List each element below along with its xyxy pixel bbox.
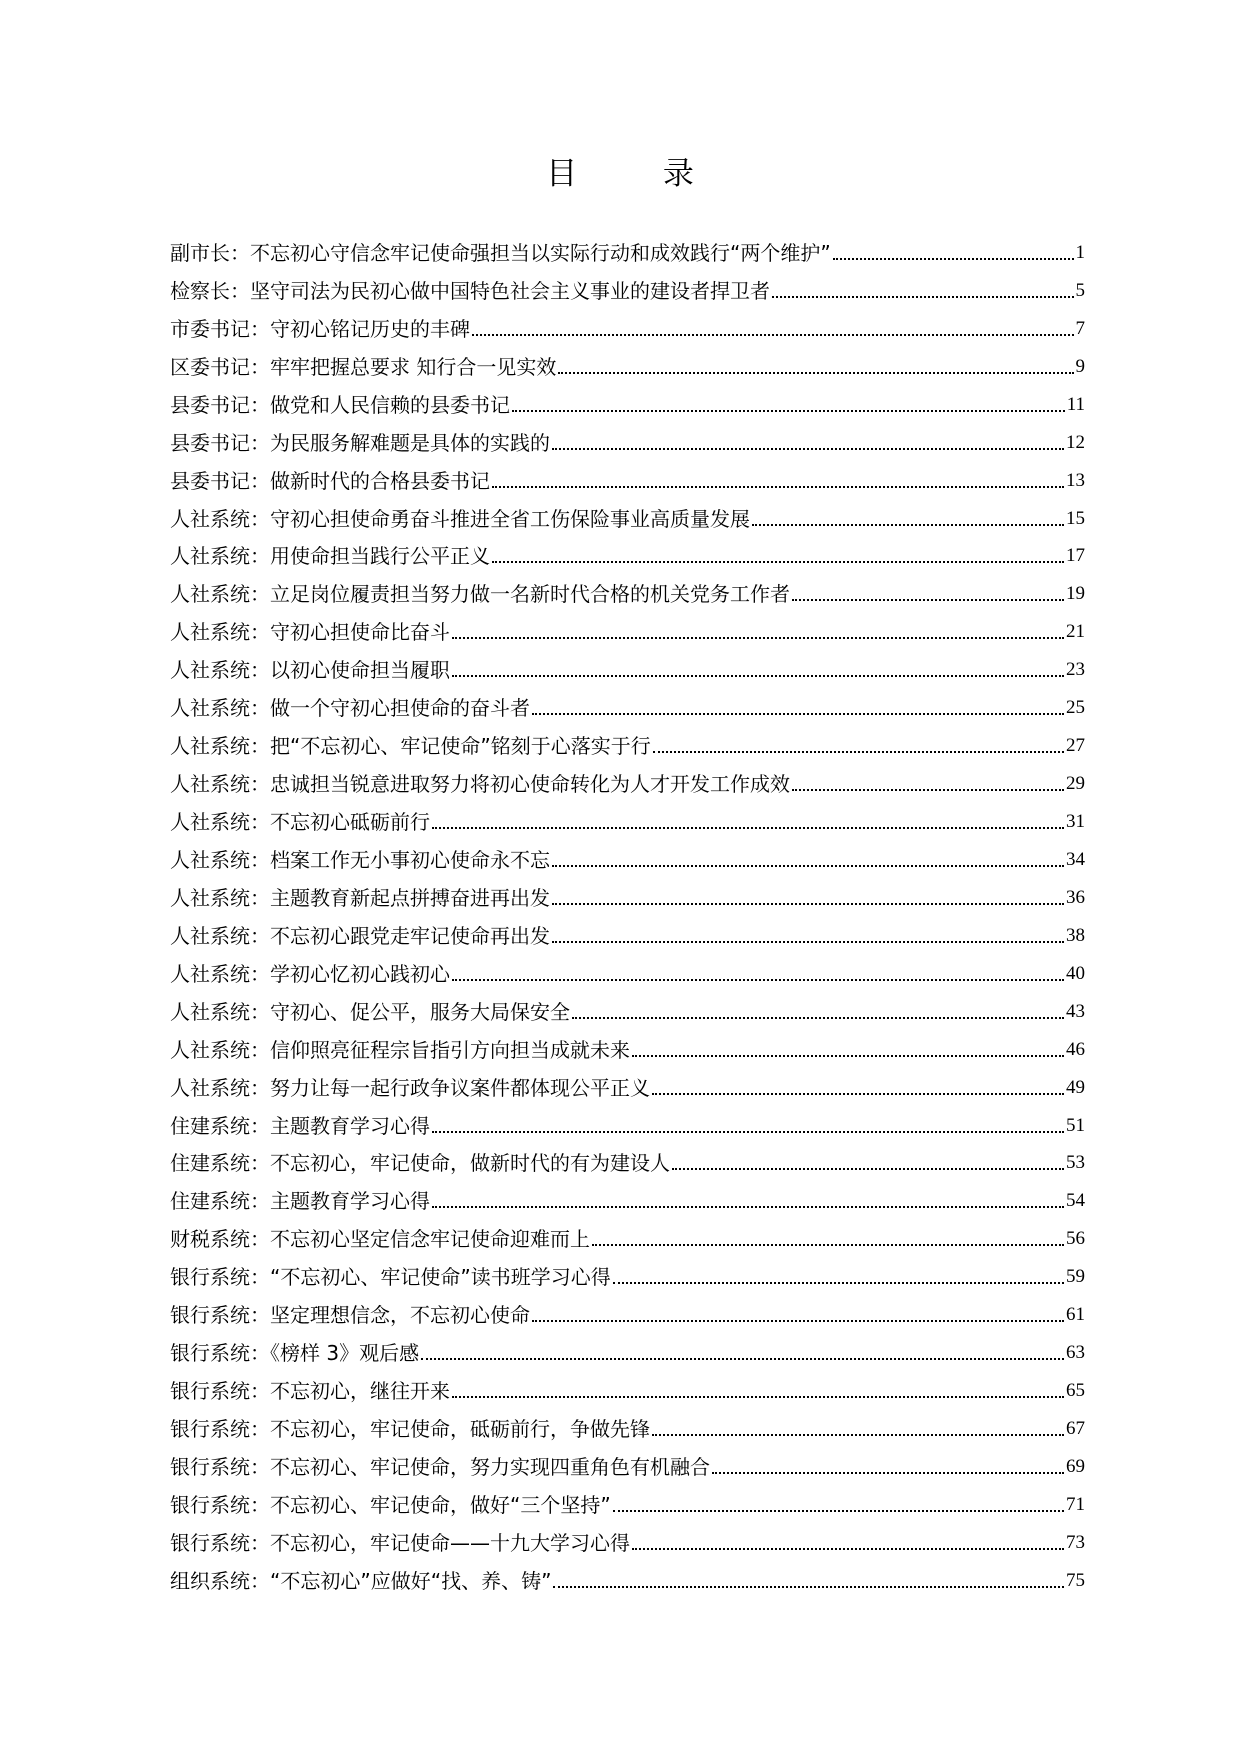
toc-entry-title: 人社系统：忠诚担当锐意进取努力将初心使命转化为人才开发工作成效 bbox=[170, 772, 790, 797]
toc-entry-title: 银行系统：不忘初心、牢记使命，努力实现四重角色有机融合 bbox=[170, 1454, 710, 1479]
dot-leader bbox=[792, 599, 1064, 601]
toc-entry-title: 人社系统：把“不忘初心、牢记使命”铭刻于心落实于行 bbox=[170, 734, 651, 759]
toc-entry-title: 县委书记：做党和人民信赖的县委书记 bbox=[170, 392, 510, 417]
toc-entry[interactable] bbox=[170, 380, 1085, 418]
toc-entry[interactable] bbox=[170, 1556, 1085, 1594]
toc-entry-page-number: 36 bbox=[1066, 886, 1085, 908]
toc-entry-page-number: 27 bbox=[1066, 735, 1085, 757]
dot-leader bbox=[552, 448, 1064, 450]
dot-leader bbox=[552, 941, 1064, 943]
toc-entry-title: 银行系统：《榜样 3》观后感 bbox=[170, 1341, 420, 1366]
toc-entry-page-number: 61 bbox=[1066, 1304, 1085, 1326]
table-of-contents bbox=[170, 228, 1085, 1594]
toc-entry-title: 人社系统：以初心使命担当履职 bbox=[170, 658, 450, 683]
toc-entry[interactable] bbox=[170, 1404, 1085, 1442]
dot-leader bbox=[792, 789, 1064, 791]
dot-leader bbox=[613, 1510, 1064, 1512]
toc-entry[interactable] bbox=[170, 1442, 1085, 1480]
toc-entry[interactable] bbox=[170, 1518, 1085, 1556]
toc-entry[interactable] bbox=[170, 266, 1085, 304]
toc-entry[interactable] bbox=[170, 721, 1085, 759]
dot-leader bbox=[492, 561, 1064, 563]
dot-leader bbox=[653, 751, 1064, 753]
toc-entry-page-number: 67 bbox=[1066, 1418, 1085, 1439]
toc-entry-title: 人社系统：努力让每一起行政争议案件都体现公平正义 bbox=[170, 1075, 650, 1100]
toc-entry-page-number: 34 bbox=[1066, 848, 1085, 870]
dot-leader bbox=[613, 1282, 1064, 1284]
toc-entry[interactable] bbox=[170, 645, 1085, 683]
toc-entry-page-number: 11 bbox=[1066, 393, 1085, 415]
toc-entry[interactable] bbox=[170, 873, 1085, 911]
toc-entry-title: 组织系统：“不忘初心”应做好“找、养、铸” bbox=[170, 1568, 552, 1593]
toc-entry[interactable] bbox=[170, 1139, 1085, 1177]
toc-entry-page-number: 56 bbox=[1066, 1228, 1085, 1250]
toc-entry[interactable] bbox=[170, 911, 1085, 949]
toc-entry-page-number: 5 bbox=[1075, 279, 1085, 301]
toc-entry-title: 人社系统：守初心担使命比奋斗 bbox=[170, 620, 450, 645]
dot-leader bbox=[432, 1131, 1064, 1133]
dot-leader bbox=[652, 1434, 1064, 1436]
toc-entry-page-number: 12 bbox=[1066, 431, 1085, 453]
toc-entry-title: 检察长：坚守司法为民初心做中国特色社会主义事业的建设者捍卫者 bbox=[170, 278, 770, 303]
toc-entry[interactable] bbox=[170, 228, 1085, 266]
dot-leader bbox=[532, 1320, 1064, 1322]
toc-entry[interactable] bbox=[170, 418, 1085, 456]
dot-leader bbox=[672, 1168, 1064, 1170]
dot-leader bbox=[452, 1396, 1064, 1398]
dot-leader bbox=[772, 296, 1074, 298]
toc-entry-page-number: 23 bbox=[1066, 659, 1085, 681]
dot-leader bbox=[632, 1055, 1064, 1057]
toc-entry-title: 人社系统：守初心担使命勇奋斗推进全省工伤保险事业高质量发展 bbox=[170, 506, 750, 531]
toc-entry-page-number: 40 bbox=[1066, 962, 1085, 984]
toc-entry-page-number: 9 bbox=[1075, 355, 1085, 377]
toc-entry[interactable] bbox=[170, 797, 1085, 835]
toc-entry-page-number: 1 bbox=[1075, 241, 1085, 263]
toc-entry-page-number: 29 bbox=[1066, 773, 1085, 795]
dot-leader bbox=[492, 486, 1064, 488]
dot-leader bbox=[833, 258, 1074, 260]
dot-leader bbox=[452, 979, 1064, 981]
toc-entry-title: 住建系统：不忘初心，牢记使命，做新时代的有为建设人 bbox=[170, 1151, 670, 1176]
toc-entry[interactable] bbox=[170, 1063, 1085, 1101]
dot-leader bbox=[472, 334, 1074, 336]
toc-entry-title: 县委书记：为民服务解难题是具体的实践的 bbox=[170, 430, 550, 455]
toc-entry-page-number: 15 bbox=[1066, 507, 1085, 529]
toc-entry-title: 人社系统：学初心忆初心践初心 bbox=[170, 961, 450, 986]
toc-entry-title: 银行系统：不忘初心、牢记使命，做好“三个坚持” bbox=[170, 1492, 611, 1517]
toc-entry[interactable] bbox=[170, 569, 1085, 607]
toc-entry-page-number: 7 bbox=[1075, 317, 1085, 339]
dot-leader bbox=[558, 372, 1073, 374]
toc-entry[interactable] bbox=[170, 683, 1085, 721]
toc-entry[interactable] bbox=[170, 1252, 1085, 1290]
toc-entry-title: 人社系统：主题教育新起点拼搏奋进再出发 bbox=[170, 885, 550, 910]
toc-entry-title: 银行系统：坚定理想信念，不忘初心使命 bbox=[170, 1303, 530, 1328]
toc-entry-title: 银行系统：不忘初心，牢记使命，砥砺前行，争做先锋 bbox=[170, 1417, 650, 1441]
toc-entry-title: 人社系统：档案工作无小事初心使命永不忘 bbox=[170, 847, 550, 872]
toc-entry-title: 区委书记：牢牢把握总要求 知行合一见实效 bbox=[170, 354, 557, 379]
toc-entry[interactable] bbox=[170, 532, 1085, 570]
toc-entry[interactable] bbox=[170, 1328, 1085, 1366]
toc-entry-title: 人社系统：立足岗位履责担当努力做一名新时代合格的机关党务工作者 bbox=[170, 582, 790, 607]
toc-entry-title: 住建系统：主题教育学习心得 bbox=[170, 1189, 430, 1214]
toc-entry[interactable] bbox=[170, 1290, 1085, 1328]
toc-entry-title: 人社系统：不忘初心跟党走牢记使命再出发 bbox=[170, 923, 550, 948]
toc-entry-page-number: 65 bbox=[1066, 1380, 1085, 1402]
toc-entry[interactable] bbox=[170, 1366, 1085, 1404]
dot-leader bbox=[552, 903, 1064, 905]
dot-leader bbox=[592, 1244, 1064, 1246]
dot-leader bbox=[572, 1017, 1064, 1019]
toc-entry-title: 人社系统：用使命担当践行公平正义 bbox=[170, 544, 490, 569]
toc-entry-page-number: 13 bbox=[1066, 469, 1085, 491]
toc-entry-title: 人社系统：不忘初心砥砺前行 bbox=[170, 810, 430, 834]
toc-entry-title: 财税系统：不忘初心坚定信念牢记使命迎难而上 bbox=[170, 1227, 590, 1252]
toc-entry-page-number: 63 bbox=[1066, 1342, 1085, 1364]
dot-leader bbox=[632, 1548, 1064, 1550]
toc-entry-title: 人社系统：信仰照亮征程宗旨指引方向担当成就未来 bbox=[170, 1037, 630, 1062]
toc-entry-title: 银行系统：不忘初心，牢记使命——十九大学习心得 bbox=[170, 1530, 630, 1555]
toc-entry[interactable] bbox=[170, 1101, 1085, 1139]
toc-entry-title: 人社系统：做一个守初心担使命的奋斗者 bbox=[170, 696, 530, 721]
dot-leader bbox=[553, 1586, 1064, 1588]
dot-leader bbox=[652, 1093, 1064, 1095]
toc-entry[interactable] bbox=[170, 342, 1085, 380]
toc-entry-title: 市委书记：守初心铭记历史的丰碑 bbox=[170, 316, 470, 341]
toc-entry[interactable] bbox=[170, 1214, 1085, 1252]
toc-entry-page-number: 53 bbox=[1066, 1152, 1085, 1174]
toc-entry-page-number: 69 bbox=[1066, 1455, 1085, 1477]
toc-entry-page-number: 71 bbox=[1066, 1493, 1085, 1515]
page-title: 目 录 bbox=[546, 156, 732, 192]
dot-leader bbox=[552, 865, 1064, 867]
dot-leader bbox=[712, 1472, 1064, 1474]
toc-entry-page-number: 49 bbox=[1066, 1076, 1085, 1098]
toc-entry-page-number: 46 bbox=[1066, 1038, 1085, 1060]
toc-entry-title: 副市长：不忘初心守信念牢记使命强担当以实际行动和成效践行“两个维护” bbox=[170, 240, 831, 265]
toc-entry-title: 县委书记：做新时代的合格县委书记 bbox=[170, 468, 490, 493]
dot-leader bbox=[532, 713, 1064, 715]
toc-entry-page-number: 51 bbox=[1066, 1114, 1085, 1136]
toc-entry[interactable] bbox=[170, 759, 1085, 797]
toc-entry-page-number: 43 bbox=[1066, 1000, 1085, 1022]
toc-entry[interactable] bbox=[170, 835, 1085, 873]
dot-leader bbox=[452, 637, 1064, 639]
toc-entry[interactable] bbox=[170, 949, 1085, 987]
toc-entry-page-number: 31 bbox=[1066, 811, 1085, 832]
toc-entry[interactable] bbox=[170, 607, 1085, 645]
toc-entry-page-number: 25 bbox=[1066, 697, 1085, 719]
toc-entry[interactable] bbox=[170, 1480, 1085, 1518]
toc-entry[interactable] bbox=[170, 494, 1085, 532]
toc-entry[interactable] bbox=[170, 987, 1085, 1025]
dot-leader bbox=[452, 675, 1064, 677]
toc-entry-page-number: 75 bbox=[1066, 1569, 1085, 1591]
dot-leader bbox=[752, 524, 1064, 526]
toc-entry[interactable] bbox=[170, 456, 1085, 494]
toc-entry-title: 人社系统：守初心、促公平，服务大局保安全 bbox=[170, 999, 570, 1024]
dot-leader bbox=[432, 827, 1064, 829]
toc-entry-page-number: 38 bbox=[1066, 924, 1085, 946]
toc-entry-page-number: 21 bbox=[1066, 621, 1085, 643]
toc-entry[interactable] bbox=[170, 1176, 1085, 1214]
toc-entry-title: 银行系统：不忘初心，继往开来 bbox=[170, 1379, 450, 1404]
toc-entry-page-number: 17 bbox=[1066, 545, 1085, 567]
toc-entry-page-number: 54 bbox=[1066, 1190, 1085, 1212]
dot-leader bbox=[432, 1206, 1064, 1208]
toc-entry-page-number: 59 bbox=[1066, 1266, 1085, 1288]
toc-entry[interactable] bbox=[170, 1025, 1085, 1063]
dot-leader bbox=[512, 410, 1065, 412]
toc-entry[interactable] bbox=[170, 304, 1085, 342]
toc-entry-page-number: 73 bbox=[1066, 1531, 1085, 1553]
toc-entry-title: 银行系统：“不忘初心、牢记使命”读书班学习心得 bbox=[170, 1265, 611, 1290]
toc-entry-page-number: 19 bbox=[1066, 583, 1085, 605]
toc-entry-title: 住建系统：主题教育学习心得 bbox=[170, 1113, 430, 1138]
dot-leader bbox=[421, 1358, 1064, 1360]
